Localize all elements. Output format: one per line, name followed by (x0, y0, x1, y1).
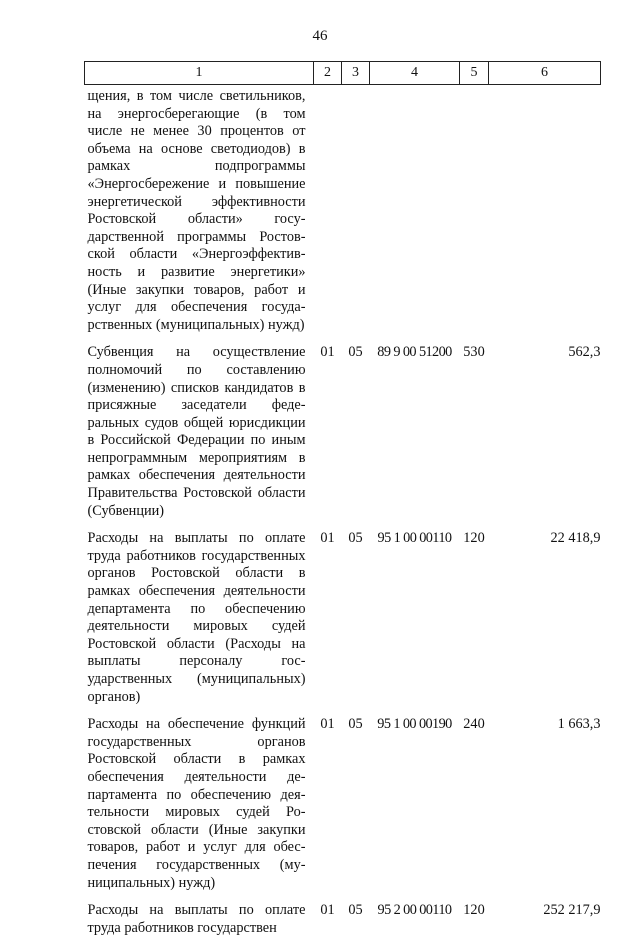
row-description: Расходы на выплаты по оплате труда работников государствен (87, 902, 306, 936)
row-target-code: 95 1 00 00190 (377, 716, 452, 733)
row-section (314, 85, 342, 339)
row-expense-type: 120 (463, 530, 485, 547)
row-amount: 1 663,3 (557, 716, 601, 733)
table-row (85, 710, 601, 896)
column-header-6: 6 (489, 62, 601, 85)
row-section: 01 (320, 716, 335, 733)
row-target-code: 95 2 00 00110 (377, 902, 452, 919)
row-amount: 22 418,9 (550, 530, 601, 547)
column-header-4: 4 (370, 62, 460, 85)
column-header-1: 1 (85, 62, 314, 85)
row-expense-type: 240 (463, 716, 485, 733)
row-subsection: 05 (348, 902, 363, 919)
row-subsection: 05 (348, 530, 363, 547)
row-target-code (370, 85, 460, 339)
row-section: 01 (320, 902, 335, 919)
row-amount (489, 85, 601, 339)
table-row (85, 896, 601, 941)
row-expense-type (460, 85, 489, 339)
budget-table (84, 61, 601, 941)
row-description: Расходы на обеспечение функций государственных органов Ростовской области в рамках обеспечения деятельности департамента по обеспечению деятельности мировых судей Ростовской области (Иные закупки товаров, работ и услуг для обеспечения государственных (муниципальных) нужд) (87, 716, 306, 891)
row-expense-type: 120 (463, 902, 485, 919)
page-number: 46 (312, 28, 328, 44)
row-amount: 562,3 (568, 344, 601, 361)
row-description: щения, в том числе светильников, на энергосберегающие (в том числе не менее 30 процентов от объема на основе светодиодов) в рамках подпрограммы «Энергосбережение и повышение энергетической эффективности Ростовской области» государственной программы Ростовской области «Энергоэффективность и развитие энергетики» (Иные закупки товаров, работ и услуг для обеспечения государственных (муниципальных) нужд) (87, 88, 306, 333)
row-subsection: 05 (348, 344, 363, 361)
row-section: 01 (320, 344, 335, 361)
row-section: 01 (320, 530, 335, 547)
row-target-code: 89 9 00 51200 (377, 344, 452, 361)
column-header-5: 5 (460, 62, 489, 85)
row-subsection: 05 (348, 716, 363, 733)
row-amount: 252 217,9 (543, 902, 601, 919)
row-target-code: 95 1 00 00110 (377, 530, 452, 547)
row-description: Субвенция на осуществление полномочий по составлению (изменению) списков кандидатов в присяжные заседатели федеральных судов общей юрисдикции в Российской Федерации по иным непрограммным мероприятиям в рамках обеспечения деятельности Правительства Ростовской области (Субвенции) (87, 344, 306, 519)
column-header-3: 3 (342, 62, 370, 85)
column-header-2: 2 (314, 62, 342, 85)
row-expense-type: 530 (463, 344, 485, 361)
row-description: Расходы на выплаты по оплате труда работников государственных органов Ростовской области в рамках обеспечения деятельности департамента по обеспечению деятельности мировых судей Ростовской области (Расходы на выплаты персоналу государственных (муниципальных) органов) (87, 530, 306, 705)
table-row (85, 85, 601, 339)
row-subsection (342, 85, 370, 339)
table-header-row (85, 62, 601, 85)
table-row (85, 524, 601, 710)
table-row (85, 338, 601, 524)
